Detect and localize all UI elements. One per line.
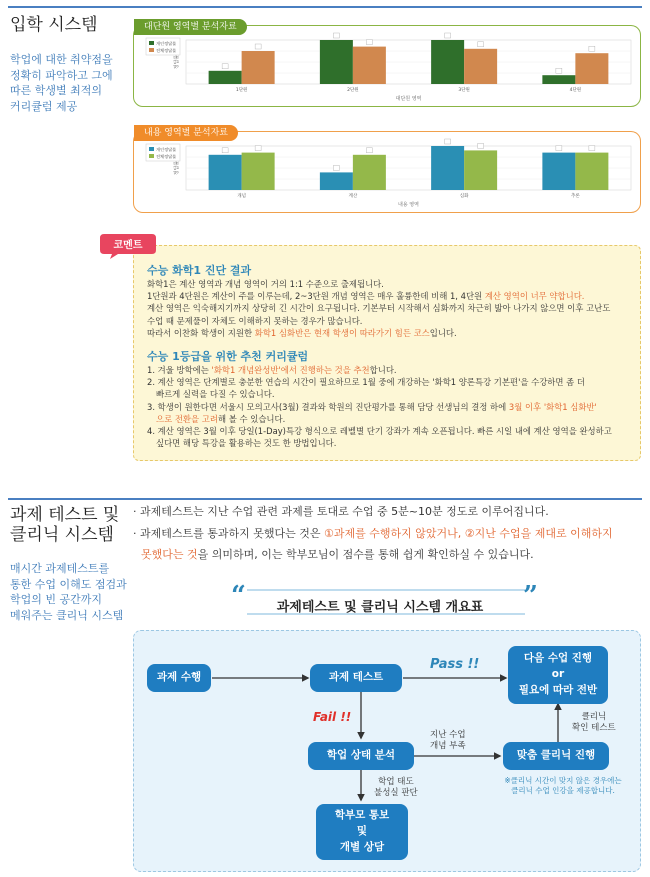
x-tick-label: 1단원 [235,88,248,93]
concept-lack-label [430,730,466,753]
comment-line: 싶다면 해당 특강을 활용하는 것도 한 방법입니다. [156,438,337,449]
section2-title-line: 과제 테스트 및 [10,505,120,525]
chart2-tab: 내용 영역별 분석자료 [134,125,238,141]
comment-text: 해 볼 수 있습니다. [217,413,286,424]
y-axis-label: 정답률 [174,160,180,176]
x-tick-label: 2단원 [347,88,359,93]
comment-highlight: 으로 전환을 고려 [156,413,218,424]
comment-badge-label: 코멘트 [113,240,143,251]
comment-head2: 수능 1등급을 위한 추천 커리큘럼 [147,350,309,363]
flow-node-line: 다음 수업 진행 [523,652,593,665]
flow-node-next [508,646,608,704]
legend-label: 개인정답률 [156,41,177,46]
attitude-label [374,777,418,800]
x-tick-label: 심화 [459,194,469,199]
flow-node-analysis: 학업 상태 분석 [308,742,414,770]
comment-highlight: 화학1 심화반은 현재 학생이 따라가기 힘든 코스 [254,327,430,338]
fail-label: Fail !! [313,710,352,724]
section1-desc-line: 정확히 파악하고 그에 [10,68,113,82]
overview-title: 과제테스트 및 클리닉 시스템 개요표 [276,600,484,615]
flow-label-line: 개념 부족 [430,741,466,752]
pass-label: Pass !! [430,657,480,672]
x-axis-label: 대단원 영역 [395,96,422,102]
x-tick-label: 3단원 [458,88,470,93]
bullet-highlight: 못했다는 것 [141,548,198,561]
flow-node-line: 학부모 통보 [334,809,390,822]
section1-desc-line: 따른 학생별 최적의 [10,84,103,98]
flow-label-line: 지난 수업 [430,730,466,740]
bullet-highlight: ①과제를 수행하지 않았거나, ②지난 수업을 제대로 이해하지 [324,527,613,540]
flow-node-line: or [551,668,565,681]
section2-title-line: 클리닉 시스템 [10,525,114,546]
comment-text: 입니다. [429,327,457,338]
flow-label-line: 불성실 판단 [374,788,418,799]
flow-node-clinic: 맞춤 클리닉 진행 [503,742,609,770]
comment-text: 1. 겨울 방학에는 [147,365,212,375]
x-tick-label: 계산 [348,194,358,199]
comment-line: 빠르게 실력을 다질 수 있습니다. [156,389,275,400]
comment-line: 2. 계산 영역은 단계별로 충분한 연습의 시간이 필요하므로 1월 중에 개강하는 '화학1 양론특강 기본편'을 수강하면 좀 더 [147,377,585,388]
bullet-text: 을 의미하며, 이는 학부모님이 점수를 통해 쉽게 확인하실 수 있습니다. [197,548,534,561]
legend-label: 전체정답률 [156,154,177,159]
clinic-note-line: ※클리닉 시간이 맞지 않은 경우에는 [504,776,622,785]
comment-line: 수업 때 문제풀이 자체도 이해하지 못하는 경우가 많습니다. [147,315,363,326]
flow-node-line: 및 [356,825,368,838]
x-tick-label: 개념 [237,194,246,199]
legend-label: 전체정답률 [156,48,177,53]
section2-desc-line: 통한 수업 이해도 점검과 [10,577,127,591]
section1-desc-line: 커리큘럼 제공 [10,99,78,113]
comment-highlight: 계산 영역이 너무 약합니다. [484,291,585,302]
flow-label-line: 클리닉 [581,712,607,722]
comment-highlight: '화학1 개념완성반'에서 진행하는 것을 추천 [211,365,370,375]
flow-node-task: 과제 수행 [147,664,211,692]
comment-text: 따라서 이찬화 학생이 지원한 [147,327,255,338]
y-axis-label: 정답률 [174,54,180,70]
clinic-note [494,776,632,796]
clinic-test-label [572,712,616,735]
flow-node-line: 필요에 따라 전반 [518,683,598,696]
comment-line: 4. 계산 영역은 3월 이후 당일(1-Day)특강 형식으로 레벨별 단기 강좌가 계속 오픈됩니다. 빠른 시일 내에 계산 영역을 완성하고 [147,426,612,437]
svg-text:”: ” [523,581,538,611]
section2-desc-line: 매시간 과제테스트를 [10,562,110,575]
flow-node-test: 과제 테스트 [310,664,402,692]
comment-line: 계산 영역은 익숙해지기까지 상당히 긴 시간이 요구됩니다. 기본부터 시작해서 심화까지 차근히 밟아 나가지 않으면 이후 고난도 [147,303,611,314]
section1-desc-line: 학업에 대한 취약점을 [10,53,113,66]
bullet-1: · 과제테스트는 지난 수업 관련 과제를 토대로 수업 중 5분~10분 정도로 이루어집니다. [133,505,549,518]
section2-desc-line: 학업의 빈 공간까지 [10,593,103,607]
section1-title: 입학 시스템 [10,15,98,35]
comment-head1: 수능 화학1 진단 결과 [147,264,252,277]
comment-highlight: 3월 이후 '화학1 심화반' [508,401,597,412]
comment-text: 3. 학생이 원한다면 서울시 모의고사(3월) 결과와 학원의 진단평가를 통해 담당 선생님의 결정 하에 [147,401,509,412]
section2-desc-line: 메워주는 클리닉 시스템 [10,608,124,622]
clinic-note-line: 클리닉 수업 인강을 제공합니다. [511,786,615,796]
flow-label-line: 확인 테스트 [572,723,616,734]
chart1-tab: 대단원 영역별 분석자료 [134,19,247,35]
flow-node-line: 개별 상담 [339,840,385,853]
legend-label: 개인정답률 [156,147,177,152]
x-tick-label: 추론 [571,194,580,199]
bullet-text: · 과제테스트를 통과하지 못했다는 것은 [133,527,324,540]
svg-text:“: “ [231,581,246,611]
comment-line: 화학1은 계산 영역과 개념 영역이 거의 1:1 수준으로 출제됩니다. [147,279,384,289]
flow-node-parent [316,804,408,860]
comment-text: 1단원과 4단원은 계산이 주를 이루는데, 2~3단원 개념 영역은 매우 훌륭한데 비해 1, 4단원 [147,291,485,302]
comment-text: 합니다. [369,365,397,375]
x-tick-label: 4단원 [569,88,582,93]
flow-label-line: 학업 태도 [378,777,414,787]
x-axis-label: 내용 영역 [398,202,419,208]
